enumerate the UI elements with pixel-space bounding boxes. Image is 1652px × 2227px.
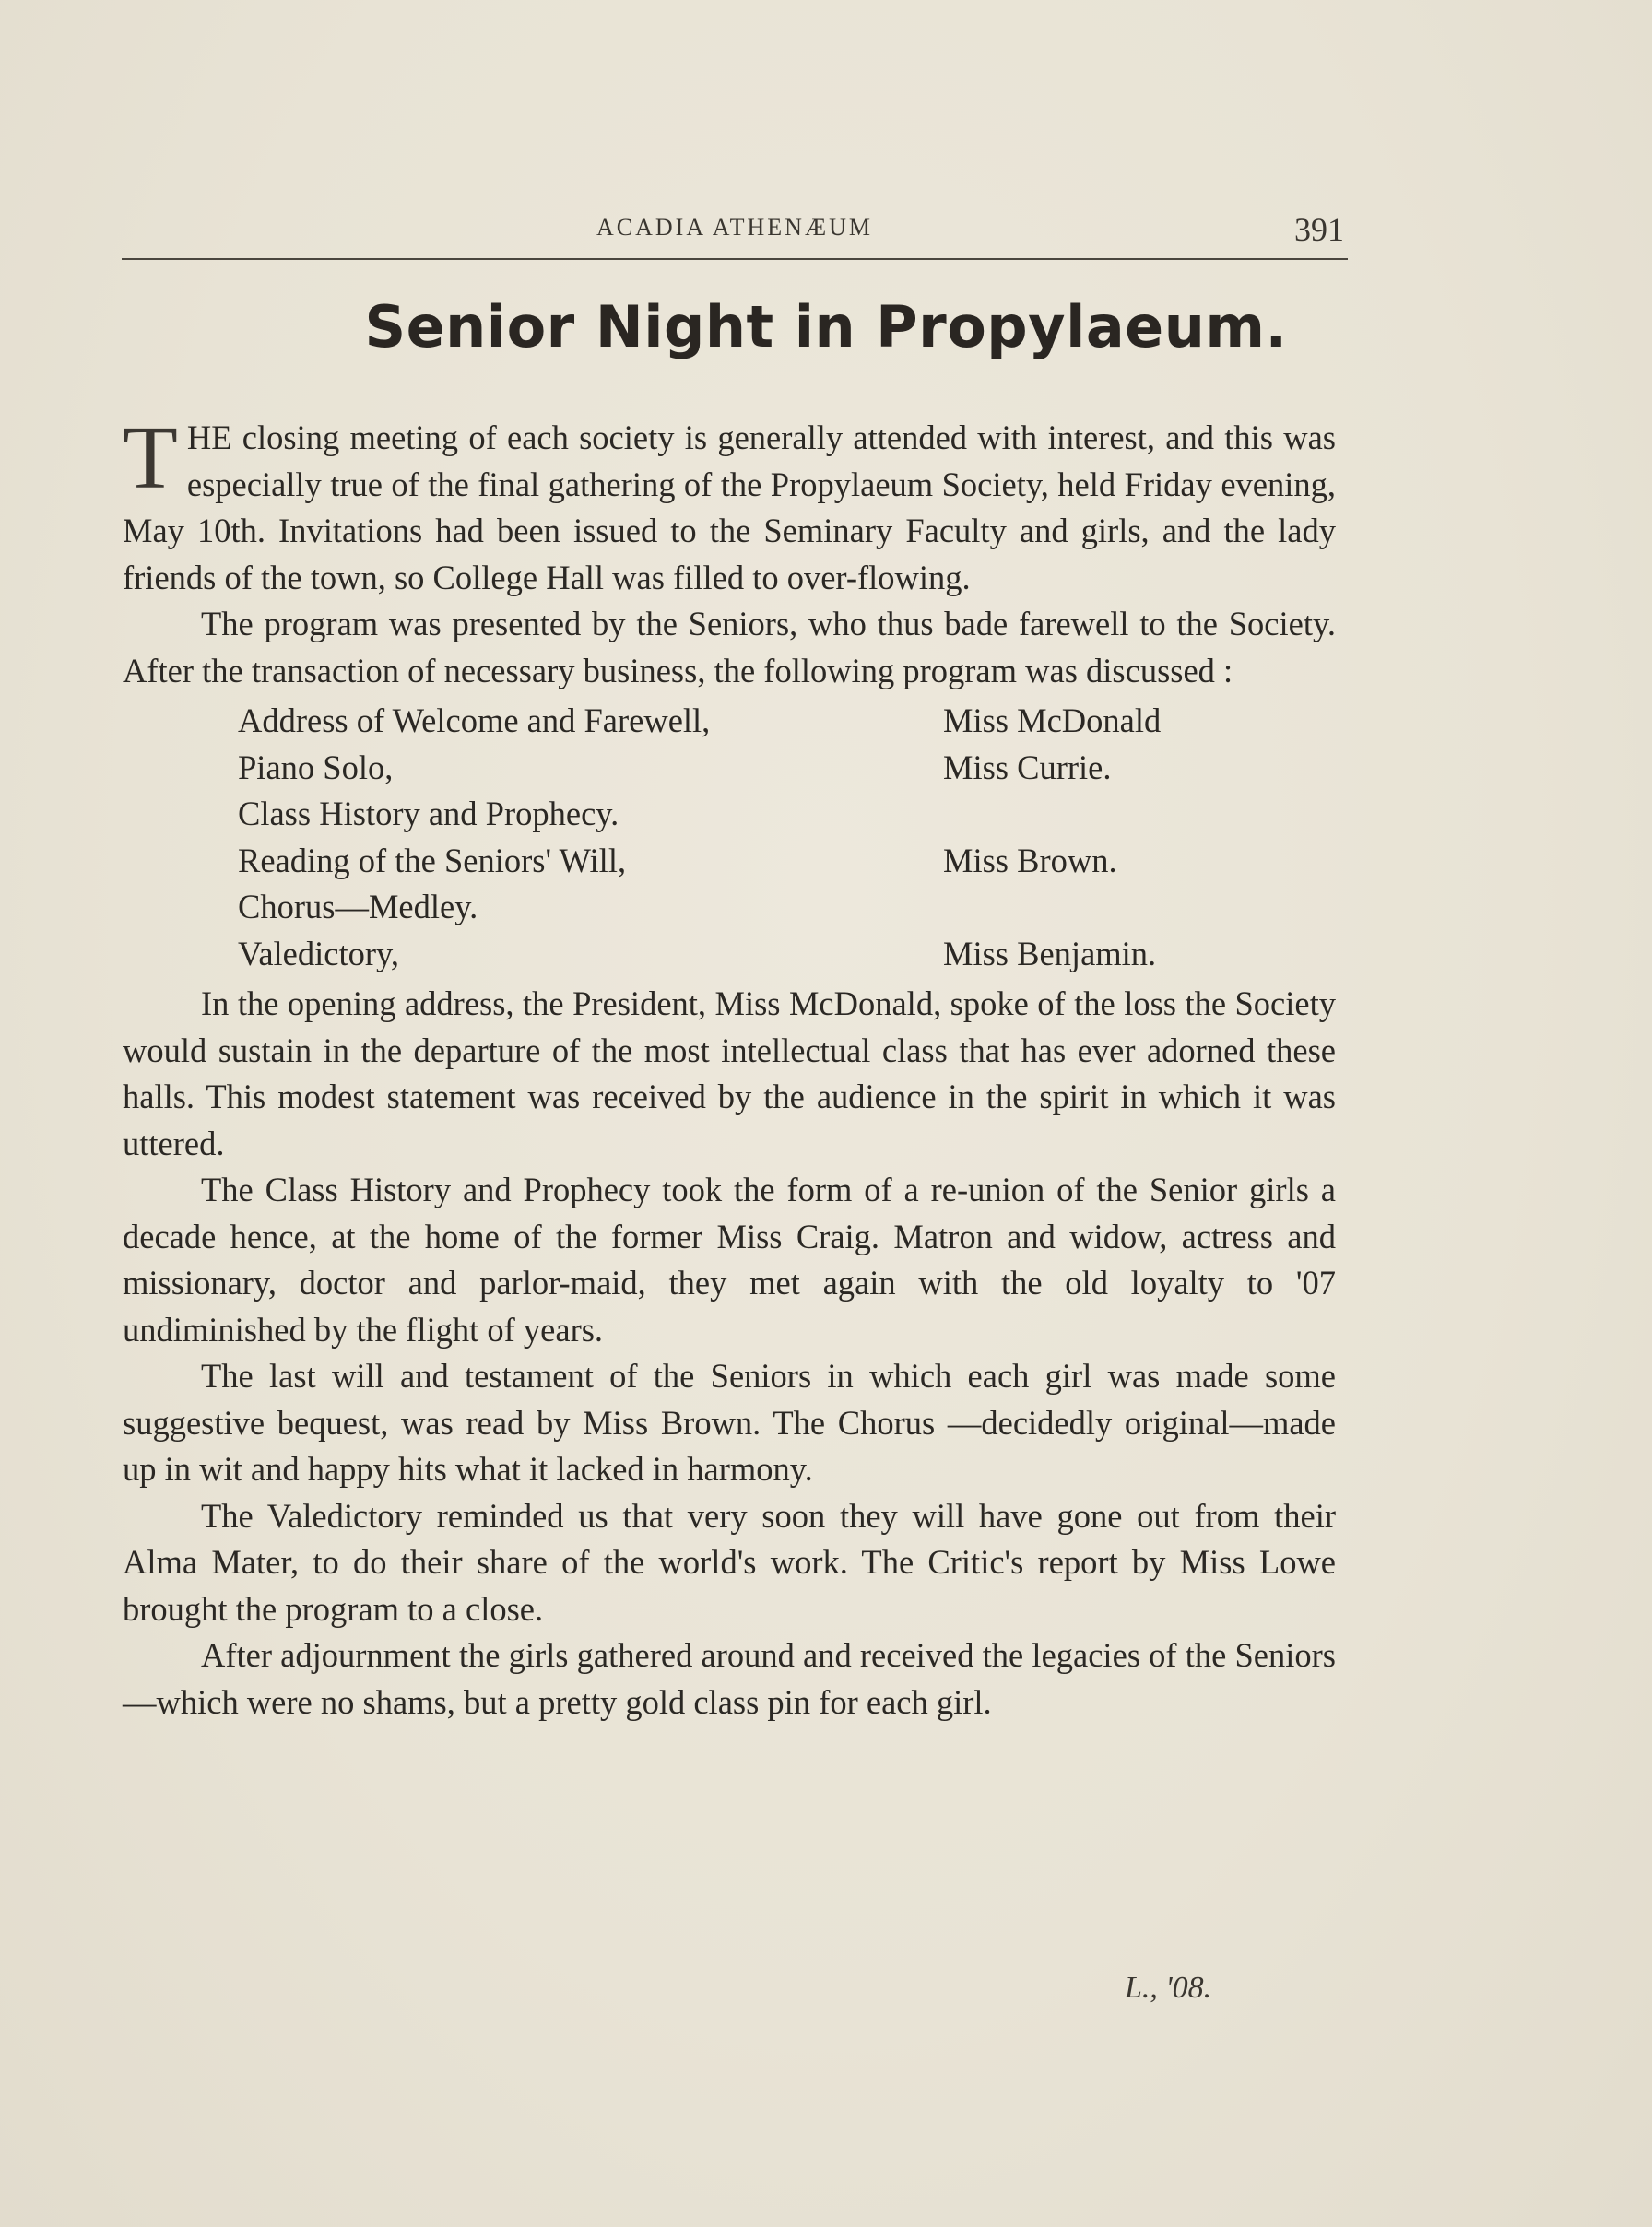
- paragraph-1: [123, 408, 1336, 601]
- drop-cap: T: [123, 408, 178, 508]
- paragraph-4: The Class History and Prophecy took the form of a re-union of the Senior girls a decade hence, at the home of the former Miss Craig. Matron and widow, actress and missionary, doctor and parlor-maid, they met again with the old loyalty to '07 undiminished by the flight of years.: [123, 1171, 1336, 1349]
- program-row: [238, 791, 1298, 838]
- paragraph-7: After adjournment the girls gathered around and received the legacies of the Seniors—which were no shams, but a pretty gold class pin for each girl.: [123, 1636, 1336, 1721]
- program-row: [238, 884, 1298, 931]
- program-row: [238, 745, 1298, 792]
- program-performer: Miss McDonald: [943, 701, 1162, 739]
- program-performer: Miss Benjamin.: [943, 934, 1157, 972]
- program-performer: Miss Brown.: [943, 841, 1117, 879]
- program-performer: [943, 791, 1298, 838]
- header-rule: [122, 258, 1348, 260]
- program-item: Chorus—Medley.: [238, 888, 478, 925]
- program-performer: [943, 884, 1298, 931]
- program-list: [238, 698, 1298, 977]
- program-performer: Miss Currie.: [943, 748, 1112, 786]
- running-title: ACADIA ATHENÆUM: [596, 214, 873, 241]
- program-row: [238, 838, 1298, 885]
- author-signature: L., '08.: [1125, 1971, 1212, 2005]
- paragraph-1-text: HE closing meeting of each society is generally attended with interest, and this was especially true of the final gathering of the Propylaeum Society, held Friday evening, May 10th. Invitations had been issued to the Seminary Faculty and girls, and the lady friends of the town, so College Hall was filled to over-flowing.: [123, 418, 1336, 596]
- program-item: Reading of the Seniors' Will,: [238, 841, 627, 879]
- program-item: Valedictory,: [238, 934, 399, 972]
- article-title: Senior Night in Propylaeum.: [364, 293, 1288, 360]
- paragraph-5: The last will and testament of the Seniors in which each girl was made some suggestive bequest, was read by Miss Brown. The Chorus —decidedly original—made up in wit and happy hits what it lacked in harmony.: [123, 1357, 1336, 1488]
- page-number: 391: [1294, 211, 1344, 248]
- paragraph-6: The Valedictory reminded us that very soon they will have gone out from their Alma Mater, to do their share of the world's work. The Critic's report by Miss Lowe brought the program to a close.: [123, 1496, 1336, 1628]
- page-header: [122, 211, 1348, 251]
- program-item: Class History and Prophecy.: [238, 795, 620, 832]
- article-body: [123, 408, 1336, 1726]
- paragraph-3: In the opening address, the President, Miss McDonald, spoke of the loss the Society would sustain in the departure of the most intellectual class that has ever adorned these halls. This modest statement was received by the audience in the spirit in which it was uttered.: [123, 984, 1336, 1162]
- program-item: Piano Solo,: [238, 748, 394, 786]
- program-row: [238, 931, 1298, 978]
- paragraph-2: The program was presented by the Seniors, who thus bade farewell to the Society. After the transaction of necessary business, the following program was discussed :: [123, 605, 1336, 689]
- program-item: Address of Welcome and Farewell,: [238, 701, 711, 739]
- program-row: [238, 698, 1298, 745]
